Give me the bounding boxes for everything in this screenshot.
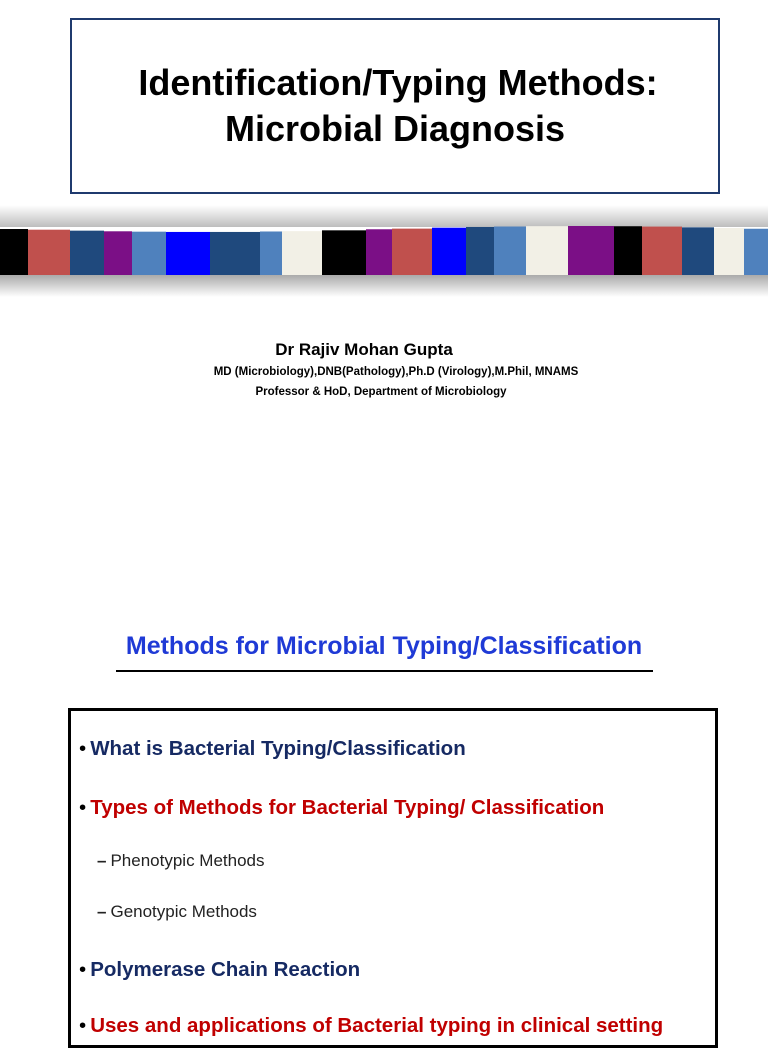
bullet-dot-icon: • [79,1014,87,1037]
band-shadow-top [0,205,768,227]
band-stripe-purple [104,231,132,275]
band-stripe-steel [132,232,166,275]
band-stripe-brick [642,227,682,275]
bullet-item-2 [79,796,604,820]
author-qualifications: MD (Microbiology),DNB(Pathology),Ph.D (Virology),M.Phil, MNAMS [213,366,579,378]
band-stripes [0,226,768,275]
band-stripe-purple [568,226,614,275]
bullet-dot-icon: • [79,796,87,819]
band-stripe-brick [392,229,432,275]
content-box [68,708,718,1048]
bullet-text: Polymerase Chain Reaction [90,958,361,981]
bullet-text: Types of Methods for Bacterial Typing/ Classification [90,796,605,819]
band-stripe-navy [210,232,260,275]
band-stripe-steel [494,227,526,275]
bullet-dot-icon: • [79,737,87,760]
band-stripe-purple [366,229,392,275]
bullet-item-3 [79,958,360,982]
title-line-1: Identification/Typing Methods: [138,62,658,103]
bullet-dot-icon: • [79,958,87,981]
band-stripe-steel [260,231,282,275]
author-role: Professor & HoD, Department of Microbiology [255,386,507,398]
slide2-title: Methods for Microbial Typing/Classification [125,632,643,660]
author-name: Dr Rajiv Mohan Gupta [275,340,453,359]
band-stripe-navy [466,227,494,275]
sub-item-phenotypic [97,851,265,871]
bullet-item-4 [79,1014,663,1038]
band-stripe-cream [282,231,322,275]
sub-item-text: Genotypic Methods [110,902,257,921]
band-stripe-black [0,229,28,275]
color-band-graphic [0,205,768,297]
band-stripe-navy [682,227,714,275]
band-stripe-navy [70,231,104,275]
slide2-title-underline [116,670,653,672]
bullet-item-1 [79,737,466,761]
title-box [70,18,720,194]
band-stripe-black [614,226,642,275]
band-stripe-steel [744,229,768,275]
band-stripe-brick [28,230,70,275]
band-stripe-black [322,230,366,275]
band-stripe-cream [714,228,744,275]
bullet-text: Uses and applications of Bacterial typing in clinical setting [90,1014,664,1037]
dash-icon: – [97,851,107,870]
dash-icon: – [97,902,107,921]
sub-item-genotypic [97,902,257,922]
sub-item-text: Phenotypic Methods [110,851,265,870]
title-line-2: Microbial Diagnosis [224,108,566,149]
band-stripe-blue [432,228,466,275]
bullet-text: What is Bacterial Typing/Classification [90,737,466,760]
band-stripe-cream [526,226,568,275]
decorative-color-band [0,205,768,297]
band-stripe-blue [166,232,210,275]
